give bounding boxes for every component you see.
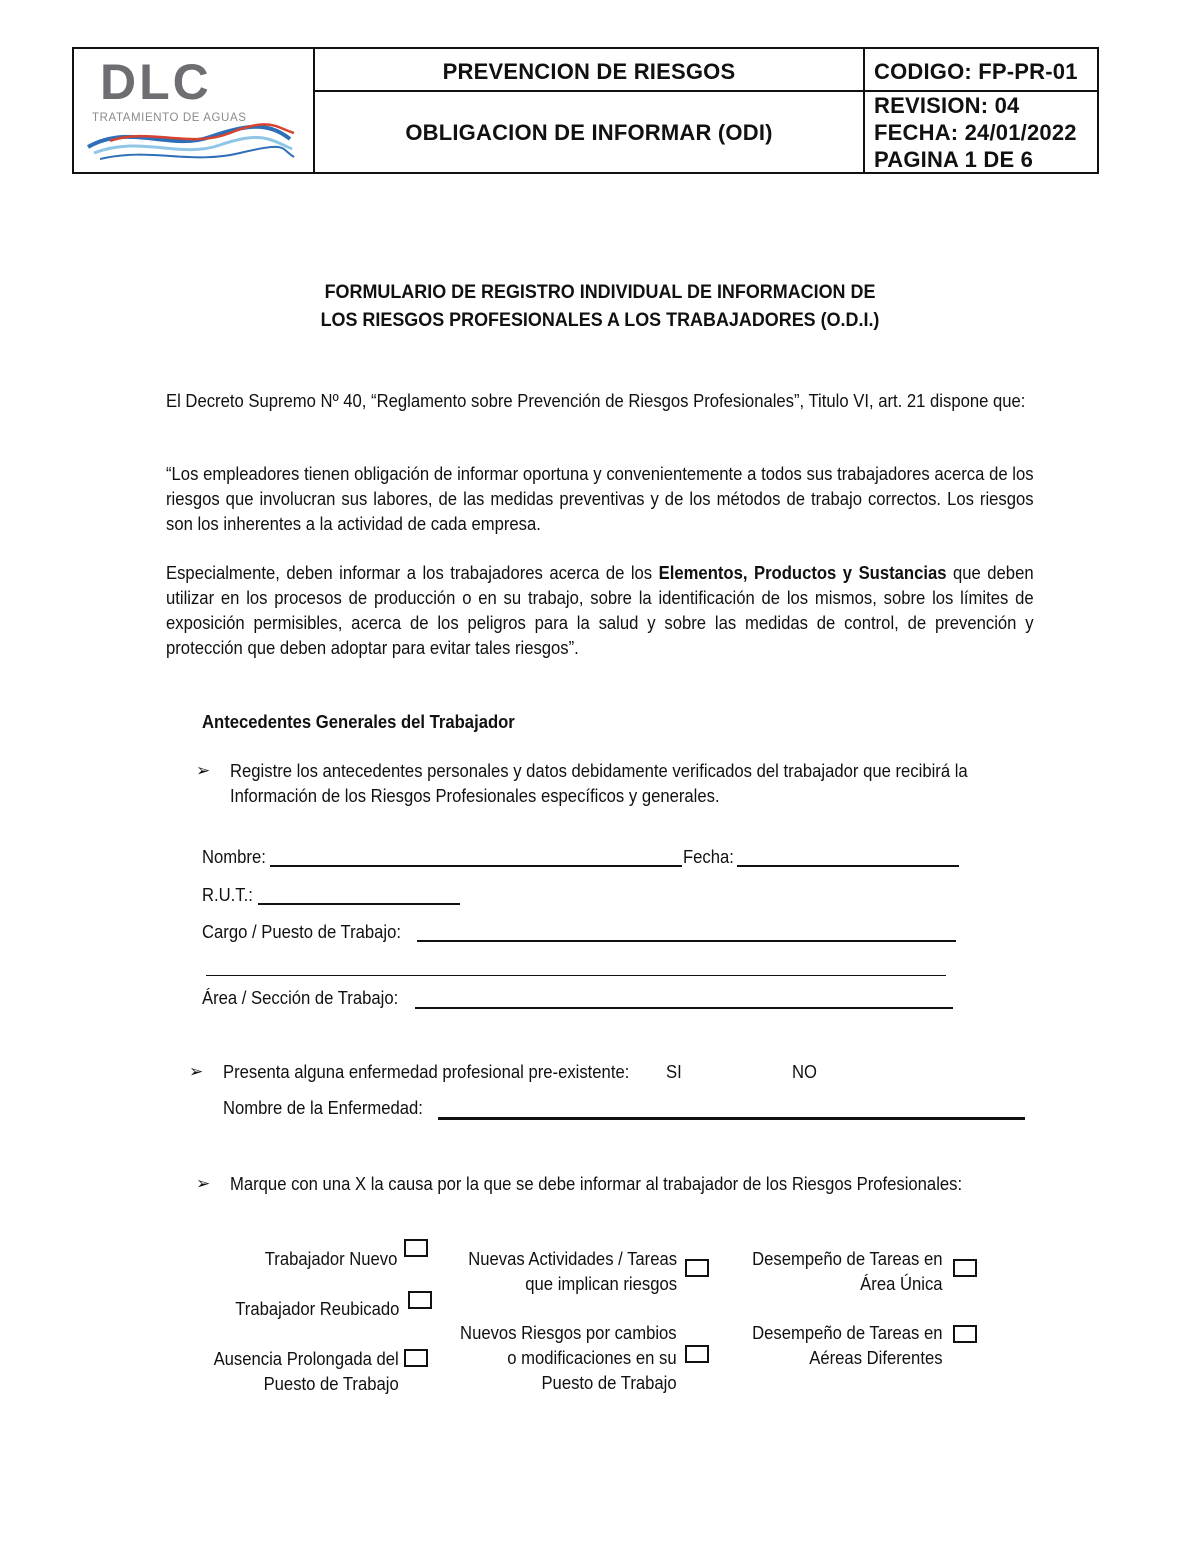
header-department: PREVENCION DE RIESGOS <box>442 59 736 84</box>
causa-trabajador-reubicado-label: Trabajador Reubicado <box>234 1298 399 1319</box>
instruction-line2: Información de los Riesgos Profesionales específicos y generales. <box>230 785 720 806</box>
logo-subtext: TRATAMIENTO DE AGUAS <box>92 112 247 124</box>
intro-paragraph <box>166 388 1034 413</box>
header-code: CODIGO: FP-PR-01 <box>874 59 1078 84</box>
rut-label: R.U.T.: <box>202 884 253 905</box>
cargo-field[interactable] <box>417 940 956 942</box>
causa-areas-diferentes-checkbox[interactable] <box>953 1325 977 1343</box>
enfermedad-nombre-field[interactable] <box>438 1117 1025 1120</box>
causa-area-unica-label: Desempeño de Tareas en Área Única <box>752 1248 943 1294</box>
cargo-label: Cargo / Puesto de Trabajo: <box>202 921 401 942</box>
causa-nuevas-actividades-checkbox[interactable] <box>685 1259 709 1277</box>
causa-areas-diferentes-label: Desempeño de Tareas en Aéreas Diferentes <box>752 1322 943 1368</box>
enfermedad-question: Presenta alguna enfermedad profesional pre-existente: <box>223 1061 630 1082</box>
special-text-after: que deben utilizar en los procesos de producción o en su trabajo, sobre la identificación de los mismos, sobre los límites de exposición permisibles, acerca de los peligros para la salud y sobre las medidas de control, de prevención y protección que deben adoptar para evitar tales riesgos”. <box>166 562 1034 658</box>
causa-nuevas-actividades-label: Nuevas Actividades / Tareas que implican riesgos <box>468 1248 677 1294</box>
enfermedad-no-option[interactable]: NO <box>792 1061 817 1082</box>
fecha-label: Fecha: <box>683 846 734 867</box>
dlc-logo <box>80 53 308 171</box>
header-date: FECHA: 24/01/2022 <box>874 120 1077 145</box>
document-header <box>72 47 1099 174</box>
arrow-bullet-icon: ➢ <box>196 761 211 780</box>
enfermedad-si-option[interactable]: SI <box>666 1061 682 1082</box>
instruction-line1: Registre los antecedentes personales y datos debidamente verificados del trabajador que recibirá la <box>230 760 968 781</box>
header-document-title: OBLIGACION DE INFORMAR (ODI) <box>405 120 773 145</box>
arrow-bullet-icon: ➢ <box>196 1174 211 1193</box>
form-title-line2: LOS RIESGOS PROFESIONALES A LOS TRABAJADORES (O.D.I.) <box>320 309 880 331</box>
nombre-field[interactable] <box>270 865 682 867</box>
arrow-bullet-icon: ➢ <box>189 1062 204 1081</box>
causa-ausencia-prolongada-label: Ausencia Prolongada del Puesto de Trabajo <box>213 1348 399 1394</box>
intro-text: El Decreto Supremo Nº 40, “Reglamento sobre Prevención de Riesgos Profesionales”, Titulo VI, art. 21 dispone que: <box>166 390 1026 411</box>
causa-area-unica-checkbox[interactable] <box>953 1259 977 1277</box>
special-text-before: Especialmente, deben informar a los trabajadores acerca de los <box>166 562 659 583</box>
antecedentes-heading: Antecedentes Generales del Trabajador <box>202 711 515 732</box>
causa-nuevos-riesgos-checkbox[interactable] <box>685 1345 709 1363</box>
causa-trabajador-nuevo-label: Trabajador Nuevo <box>264 1248 397 1269</box>
causa-trabajador-reubicado-checkbox[interactable] <box>408 1291 432 1309</box>
cargo-field-continuation[interactable] <box>206 975 946 976</box>
causas-instruction: Marque con una X la causa por la que se debe informar al trabajador de los Riesgos Profesionales: <box>230 1173 963 1194</box>
special-paragraph <box>166 560 1034 660</box>
causa-nuevos-riesgos-label: Nuevos Riesgos por cambios o modificaciones en su Puesto de Trabajo <box>460 1322 677 1393</box>
area-label: Área / Sección de Trabajo: <box>202 987 399 1008</box>
rut-field[interactable] <box>258 903 460 905</box>
quote-text: “Los empleadores tienen obligación de informar oportuna y convenientemente a todos sus trabajadores acerca de los riesgos que involucran sus labores, de las medidas preventivas y de los métodos de trabajo correctos. Los riesgos son los inherentes a la actividad de cada empresa. <box>166 463 1034 534</box>
special-text-bold: Elementos, Productos y Sustancias <box>658 562 947 583</box>
quote-paragraph <box>166 461 1034 536</box>
logo-text: DLC <box>100 54 212 110</box>
nombre-label: Nombre: <box>202 846 266 867</box>
fecha-field[interactable] <box>737 865 959 867</box>
area-field[interactable] <box>415 1007 953 1009</box>
enfermedad-nombre-label: Nombre de la Enfermedad: <box>223 1097 423 1118</box>
form-title-line1: FORMULARIO DE REGISTRO INDIVIDUAL DE INFORMACION DE <box>324 281 876 303</box>
header-page: PAGINA 1 DE 6 <box>874 147 1034 172</box>
causa-trabajador-nuevo-checkbox[interactable] <box>404 1239 428 1257</box>
header-revision: REVISION: 04 <box>874 93 1020 118</box>
causa-ausencia-prolongada-checkbox[interactable] <box>404 1349 428 1367</box>
